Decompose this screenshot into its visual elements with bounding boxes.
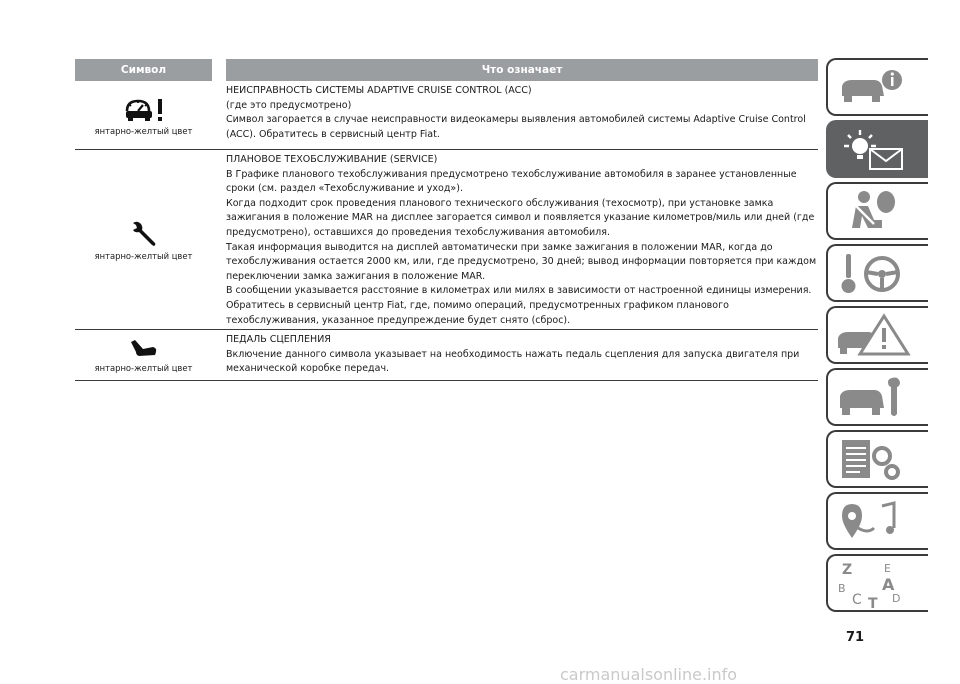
symbol-color-label: янтарно-желтый цвет xyxy=(94,125,193,136)
adaptive-cruise-failure-icon xyxy=(119,95,169,123)
technical-data-icon xyxy=(834,436,914,484)
table-row xyxy=(75,330,818,381)
watermark: carmanualsonline.info xyxy=(560,665,738,684)
tab-maintenance[interactable] xyxy=(826,368,928,426)
page-number: 71 xyxy=(846,630,865,645)
tab-multimedia[interactable] xyxy=(826,492,928,550)
row-text: Включение данного символа указывает на необходимость нажать педаль сцепления для запуска двигателя при механической коробке передач. xyxy=(226,348,800,375)
meaning-cell xyxy=(226,81,818,149)
index-letter: B xyxy=(838,582,846,595)
row-title: НЕИСПРАВНОСТЬ СИСТЕМЫ ADAPTIVE CRUISE CONTROL (ACC) xyxy=(226,85,532,96)
symbol-cell xyxy=(75,150,212,329)
symbol-color-label: янтарно-желтый цвет xyxy=(94,251,193,261)
header-symbol: Символ xyxy=(120,64,167,76)
header-meaning: Что означает xyxy=(481,64,563,76)
index-letter: A xyxy=(882,575,895,594)
meaning-cell xyxy=(226,330,818,380)
row-text: (где это предусмотрено) xyxy=(226,99,352,111)
symbol-color-label: янтарно-желтый цвет xyxy=(94,362,193,373)
wrench-icon xyxy=(129,218,159,248)
multimedia-icon xyxy=(834,498,914,546)
row-text: Когда подходит срок проведения планового технического обслуживания (техосмотр), при установке замка зажигания в положение MAR на дисплее загорается символ и появляется указание километров/миль или дней (где предусмотрено), оставшихся до проведения техобслуживания автомобиля. xyxy=(226,197,815,238)
table-row xyxy=(75,81,818,150)
emergency-icon xyxy=(834,312,914,360)
row-title: ПЕДАЛЬ СЦЕПЛЕНИЯ xyxy=(226,334,331,345)
car-info-icon xyxy=(834,64,914,112)
tab-car-info[interactable] xyxy=(826,58,928,116)
index-letter: Z xyxy=(842,562,853,578)
index-icon xyxy=(834,560,914,610)
symbol-cell xyxy=(75,330,212,380)
table-row xyxy=(75,150,818,330)
tab-technical-data[interactable] xyxy=(826,430,928,488)
index-letter: C xyxy=(852,592,862,608)
row-text: Такая информация выводится на дисплей автоматически при замке зажигания в положении MAR, когда до техобслуживания остается 2000 км, или, где предусмотрено, 30 дней; вывод информации повторяется при каждом переключении замка зажигания в положение MAR. xyxy=(226,241,817,282)
tab-index[interactable] xyxy=(826,554,928,612)
tab-emergency[interactable] xyxy=(826,306,928,364)
car-maintenance-icon xyxy=(834,374,914,422)
tab-warning-lights[interactable] xyxy=(826,120,928,178)
airbag-safety-icon xyxy=(834,188,914,236)
index-letter: E xyxy=(884,562,891,575)
row-text: В Графике планового техобслуживания предусмотрено техобслуживание автомобиля в заранее установленные сроки (см. раздел «Техобслуживание и уход»). xyxy=(226,168,797,195)
index-letter: D xyxy=(892,592,901,605)
tab-safety[interactable] xyxy=(826,182,928,240)
symbol-cell xyxy=(75,81,212,149)
tab-starting-driving[interactable] xyxy=(826,244,928,302)
row-title: ПЛАНОВОЕ ТЕХОБСЛУЖИВАНИЕ (SERVICE) xyxy=(226,154,438,165)
meaning-cell xyxy=(226,150,818,329)
table-header xyxy=(75,59,818,81)
warning-symbols-table xyxy=(75,59,818,381)
clutch-pedal-icon xyxy=(129,338,159,360)
index-letter: T xyxy=(868,596,878,610)
row-text: Символ загорается в случае неисправности видеокамеры выявления автомобилей системы Adaptive Cruise Control (ACC). Обратитесь в сервисный центр Fiat. xyxy=(226,114,806,140)
steering-key-icon xyxy=(834,250,914,298)
warning-lights-icon xyxy=(834,126,914,174)
row-text: В сообщении указывается расстояние в километрах или милях в зависимости от настроенной единицы измерения. Обратитесь в сервисный центр Fiat, где, помимо операций, предусмотренных графиком планового техобслуживания, указанное предупреждение будет снято (сброс). xyxy=(226,285,812,326)
